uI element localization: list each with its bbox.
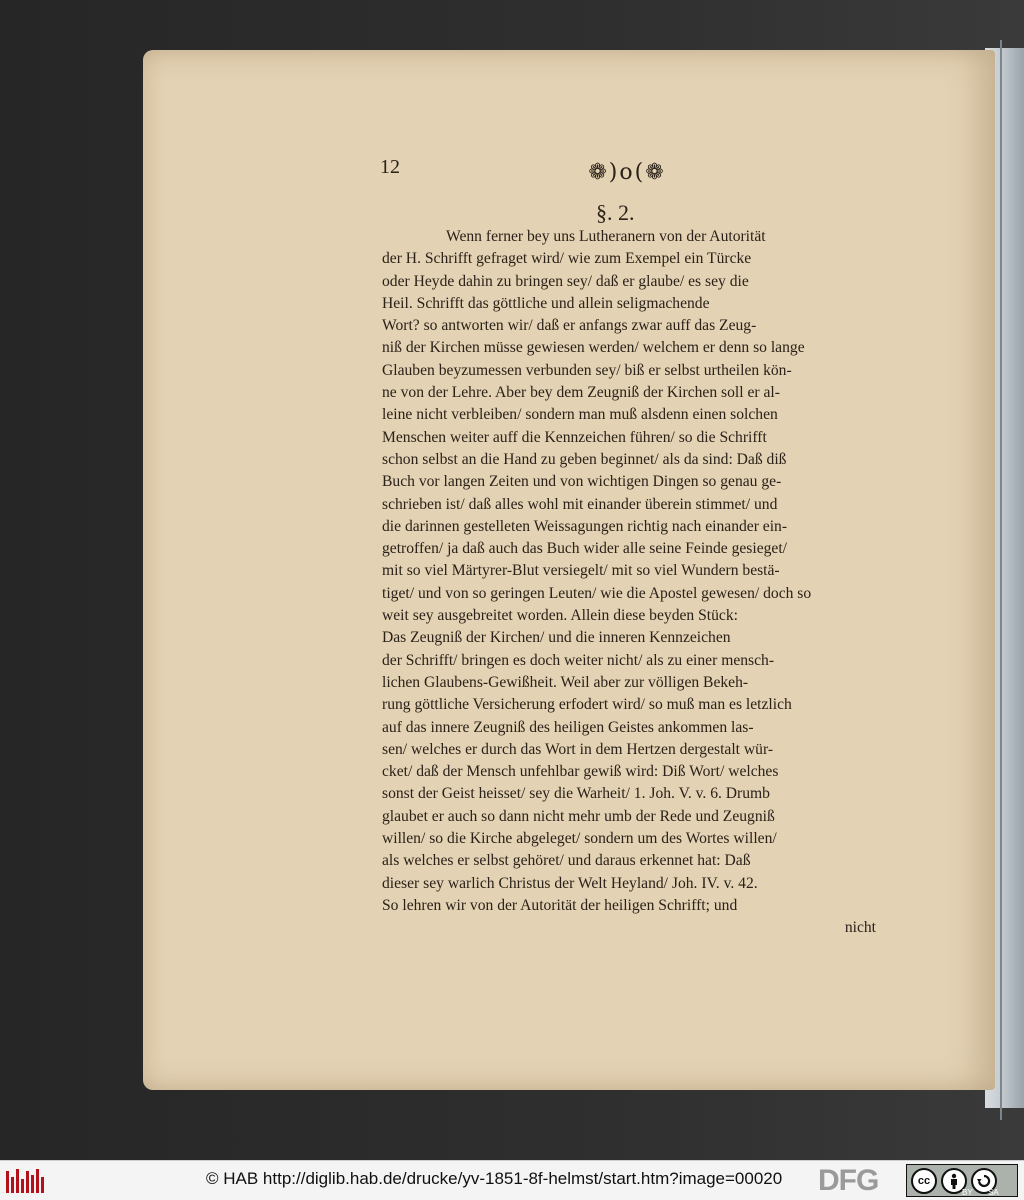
- body-text: [382, 226, 876, 940]
- text-line: auf das innere Zeugniß des heiligen Geistes ankommen las-: [382, 718, 754, 736]
- text-line: Buch vor langen Zeiten und von wichtigen Dingen so genau ge-: [382, 473, 782, 491]
- text-line: Das Zeugniß der Kirchen/ und die inneren Kennzeichen: [382, 629, 731, 647]
- viewer-footer: [0, 1160, 1024, 1200]
- cc-icon: cc: [911, 1168, 937, 1194]
- text-line: cket/ daß der Mensch unfehlbar gewiß wird: Diß Wort/ welches: [382, 763, 779, 781]
- text-line: weit sey ausgebreitet worden. Allein diese beyden Stück:: [382, 607, 738, 625]
- page-number: 12: [380, 156, 400, 178]
- text-line: schon selbst an die Hand zu geben beginnet/ als da sind: Daß diß: [382, 450, 787, 468]
- text-line: leine nicht verbleiben/ sondern man muß alsdenn einen solchen: [382, 406, 778, 424]
- by-label: BY: [962, 1188, 973, 1197]
- hab-logo-icon: [6, 1169, 44, 1193]
- text-line: ne von der Lehre. Aber bey dem Zeugniß der Kirchen soll er al-: [382, 384, 780, 402]
- dfg-logo: DFG: [818, 1164, 879, 1197]
- text-line: glaubet er auch so dann nicht mehr umb der Rede und Zeugniß: [382, 807, 775, 825]
- text-line: die darinnen gestelleten Weissagungen richtig nach einander ein-: [382, 517, 788, 535]
- sa-label: SA: [988, 1188, 999, 1197]
- text-line: dieser sey warlich Christus der Welt Heyland/ Joh. IV. v. 42.: [382, 874, 758, 892]
- text-line: Wenn ferner bey uns Lutheranern von der Autorität: [446, 228, 766, 245]
- text-line: tiget/ und von so geringen Leuten/ wie die Apostel gewesen/ doch so: [382, 584, 812, 602]
- text-line: sen/ welches er durch das Wort in dem Hertzen dergestalt wür-: [382, 740, 774, 758]
- page-edge-line: [1000, 40, 1002, 1120]
- text-line: der H. Schrifft gefraget wird/ wie zum Exempel ein Türcke: [382, 250, 752, 268]
- text-line: als welches er selbst gehöret/ und daraus erkennet hat: Daß: [382, 852, 751, 870]
- header-ornament-icon: ❁)o(❁: [588, 159, 666, 185]
- text-line: rung göttliche Versicherung erfodert wird/ so muß man es letzlich: [382, 696, 792, 714]
- page-header: [380, 152, 880, 192]
- text-line: mit so viel Märtyrer-Blut versiegelt/ mit so viel Wundern bestä-: [382, 562, 780, 580]
- text-line: So lehren wir von der Autorität der heiligen Schrifft; und: [382, 896, 738, 914]
- text-line: der Schrifft/ bringen es doch weiter nicht/ als zu einer mensch-: [382, 651, 775, 669]
- catchword: nicht: [844, 919, 876, 937]
- cc-license-labels: [962, 1188, 999, 1197]
- section-heading: §. 2.: [596, 200, 635, 225]
- text-line: Menschen weiter auff die Kennzeichen führen/ so die Schrifft: [382, 428, 767, 446]
- text-line: Glauben beyzumessen verbunden sey/ biß er selbst urtheilen kön-: [382, 361, 792, 379]
- text-line: getroffen/ ja daß auch das Buch wider alle seine Feinde gesieget/: [382, 540, 788, 558]
- text-line: schrieben ist/ daß alles wohl mit einander überein stimmet/ und: [382, 495, 778, 513]
- text-line: Heil. Schrifft das göttliche und allein seligmachende: [382, 294, 710, 312]
- text-line: niß der Kirchen müsse gewiesen werden/ welchem er denn so lange: [382, 339, 805, 357]
- copyright-link[interactable]: © HAB http://diglib.hab.de/drucke/yv-1851-8f-helmst/start.htm?image=00020: [206, 1169, 783, 1188]
- text-line: sonst der Geist heisset/ sey die Warheit/ 1. Joh. V. v. 6. Drumb: [382, 785, 770, 803]
- text-line: oder Heyde dahin zu bringen sey/ daß er glaube/ es sey die: [382, 272, 749, 290]
- text-line: lichen Glaubens-Gewißheit. Weil aber zur völligen Bekeh-: [382, 673, 749, 691]
- text-line: Wort? so antworten wir/ daß er anfangs zwar auff das Zeug-: [382, 317, 757, 335]
- text-line: willen/ so die Kirche abgeleget/ sondern um des Wortes willen/: [382, 830, 777, 848]
